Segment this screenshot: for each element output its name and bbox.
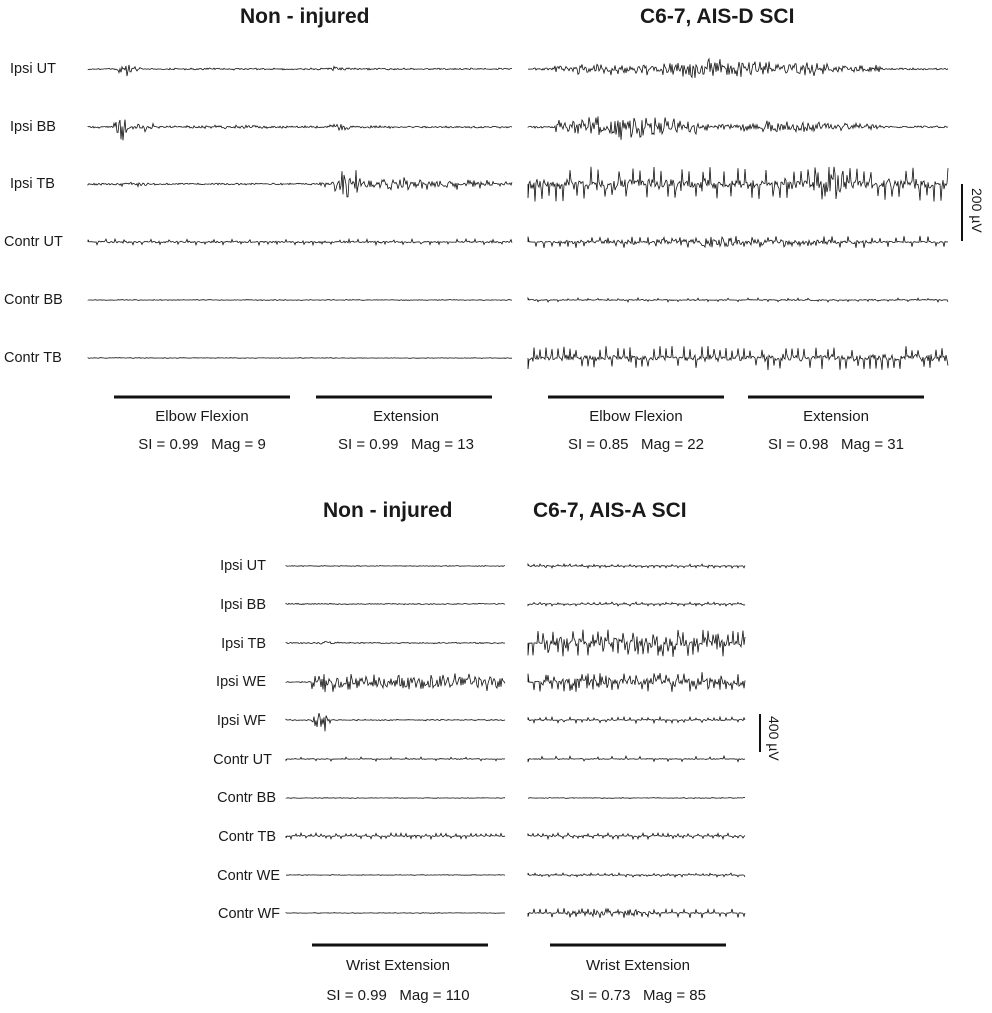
bottom-trace-sci-ipsi-wf bbox=[528, 717, 745, 723]
top-label-contr-ut: Contr UT bbox=[4, 234, 63, 250]
bottom-scale-label: 400 µV bbox=[766, 716, 782, 761]
top-caption-mag-1: Mag = 9 bbox=[211, 436, 266, 453]
bottom-trace-non-injured-contr-ut bbox=[286, 757, 505, 761]
top-caption-movement-2: Extension bbox=[373, 408, 439, 425]
bottom-title-sci: C6-7, AIS-A SCI bbox=[533, 499, 687, 522]
top-trace-sci-ipsi-bb bbox=[528, 116, 948, 139]
bottom-caption-movement-1: Wrist Extension bbox=[346, 957, 450, 974]
top-title-non-injured: Non - injured bbox=[240, 5, 370, 28]
top-label-ipsi-tb: Ipsi TB bbox=[10, 176, 55, 192]
bottom-trace-sci-contr-wf bbox=[528, 908, 745, 918]
top-caption-si-2: SI = 0.99 bbox=[338, 436, 399, 453]
bottom-caption-si-1: SI = 0.99 bbox=[326, 987, 387, 1004]
bottom-trace-non-injured-contr-we bbox=[286, 875, 505, 876]
top-caption-mag-3: Mag = 22 bbox=[641, 436, 704, 453]
top-caption-si-4: SI = 0.98 bbox=[768, 436, 829, 453]
bottom-label-ipsi-tb: Ipsi TB bbox=[221, 636, 266, 652]
top-caption-movement-1: Elbow Flexion bbox=[155, 408, 249, 425]
bottom-trace-non-injured-ipsi-wf bbox=[286, 713, 505, 731]
bottom-trace-sci-contr-we bbox=[528, 873, 745, 877]
bottom-trace-sci-ipsi-we bbox=[528, 672, 745, 692]
top-label-contr-bb: Contr BB bbox=[4, 292, 63, 308]
top-label-contr-tb: Contr TB bbox=[4, 350, 62, 366]
bottom-trace-sci-ipsi-tb bbox=[528, 630, 745, 657]
top-trace-sci-ipsi-tb bbox=[528, 167, 948, 202]
top-label-ipsi-ut: Ipsi UT bbox=[10, 61, 56, 77]
top-trace-sci-contr-ut bbox=[528, 236, 948, 248]
top-caption-mag-4: Mag = 31 bbox=[841, 436, 904, 453]
top-trace-non-injured-contr-tb bbox=[88, 358, 512, 359]
top-trace-non-injured-contr-ut bbox=[88, 239, 512, 245]
top-trace-non-injured-ipsi-tb bbox=[88, 170, 512, 197]
bottom-label-ipsi-wf: Ipsi WF bbox=[216, 713, 266, 729]
top-caption-movement-3: Elbow Flexion bbox=[589, 408, 683, 425]
bottom-trace-sci-ipsi-bb bbox=[528, 602, 745, 606]
bottom-trace-sci-contr-tb bbox=[528, 833, 745, 839]
top-trace-non-injured-contr-bb bbox=[88, 300, 512, 301]
bottom-label-ipsi-ut: Ipsi UT bbox=[220, 558, 266, 574]
bottom-trace-sci-contr-bb bbox=[528, 798, 745, 799]
bottom-caption-mag-2: Mag = 85 bbox=[643, 987, 706, 1004]
trace-group bbox=[88, 59, 948, 918]
bottom-trace-non-injured-ipsi-we bbox=[286, 673, 505, 692]
top-caption-si-3: SI = 0.85 bbox=[568, 436, 629, 453]
bottom-label-contr-we: Contr WE bbox=[217, 868, 280, 884]
bottom-caption-movement-2: Wrist Extension bbox=[586, 957, 690, 974]
bottom-trace-non-injured-contr-wf bbox=[286, 913, 505, 914]
bottom-trace-non-injured-ipsi-tb bbox=[286, 641, 505, 644]
top-trace-sci-ipsi-ut bbox=[528, 59, 948, 78]
bottom-title-non-injured: Non - injured bbox=[323, 499, 453, 522]
top-scale-label: 200 µV bbox=[969, 188, 985, 233]
bottom-trace-sci-ipsi-ut bbox=[528, 564, 745, 568]
bottom-label-contr-tb: Contr TB bbox=[218, 829, 276, 845]
top-caption-si-1: SI = 0.99 bbox=[138, 436, 199, 453]
bottom-trace-non-injured-contr-tb bbox=[286, 833, 505, 839]
top-caption-mag-2: Mag = 13 bbox=[411, 436, 474, 453]
bottom-caption-mag-1: Mag = 110 bbox=[399, 987, 470, 1004]
bottom-label-ipsi-bb: Ipsi BB bbox=[220, 597, 266, 613]
bottom-trace-non-injured-ipsi-ut bbox=[286, 566, 505, 567]
bottom-trace-non-injured-contr-bb bbox=[286, 798, 505, 799]
bottom-label-ipsi-we: Ipsi WE bbox=[216, 674, 266, 690]
top-trace-sci-contr-bb bbox=[528, 298, 948, 302]
bottom-caption-si-2: SI = 0.73 bbox=[570, 987, 631, 1004]
top-label-ipsi-bb: Ipsi BB bbox=[10, 119, 56, 135]
top-trace-sci-contr-tb bbox=[528, 346, 948, 370]
bottom-label-contr-bb: Contr BB bbox=[217, 790, 276, 806]
top-trace-non-injured-ipsi-bb bbox=[88, 120, 512, 141]
top-trace-non-injured-ipsi-ut bbox=[88, 65, 512, 76]
bottom-trace-sci-contr-ut bbox=[528, 756, 745, 762]
bottom-trace-non-injured-ipsi-bb bbox=[286, 603, 505, 604]
bottom-label-contr-ut: Contr UT bbox=[213, 752, 272, 768]
bottom-label-contr-wf: Contr WF bbox=[217, 906, 280, 922]
top-title-sci: C6-7, AIS-D SCI bbox=[640, 5, 795, 28]
top-caption-movement-4: Extension bbox=[803, 408, 869, 425]
